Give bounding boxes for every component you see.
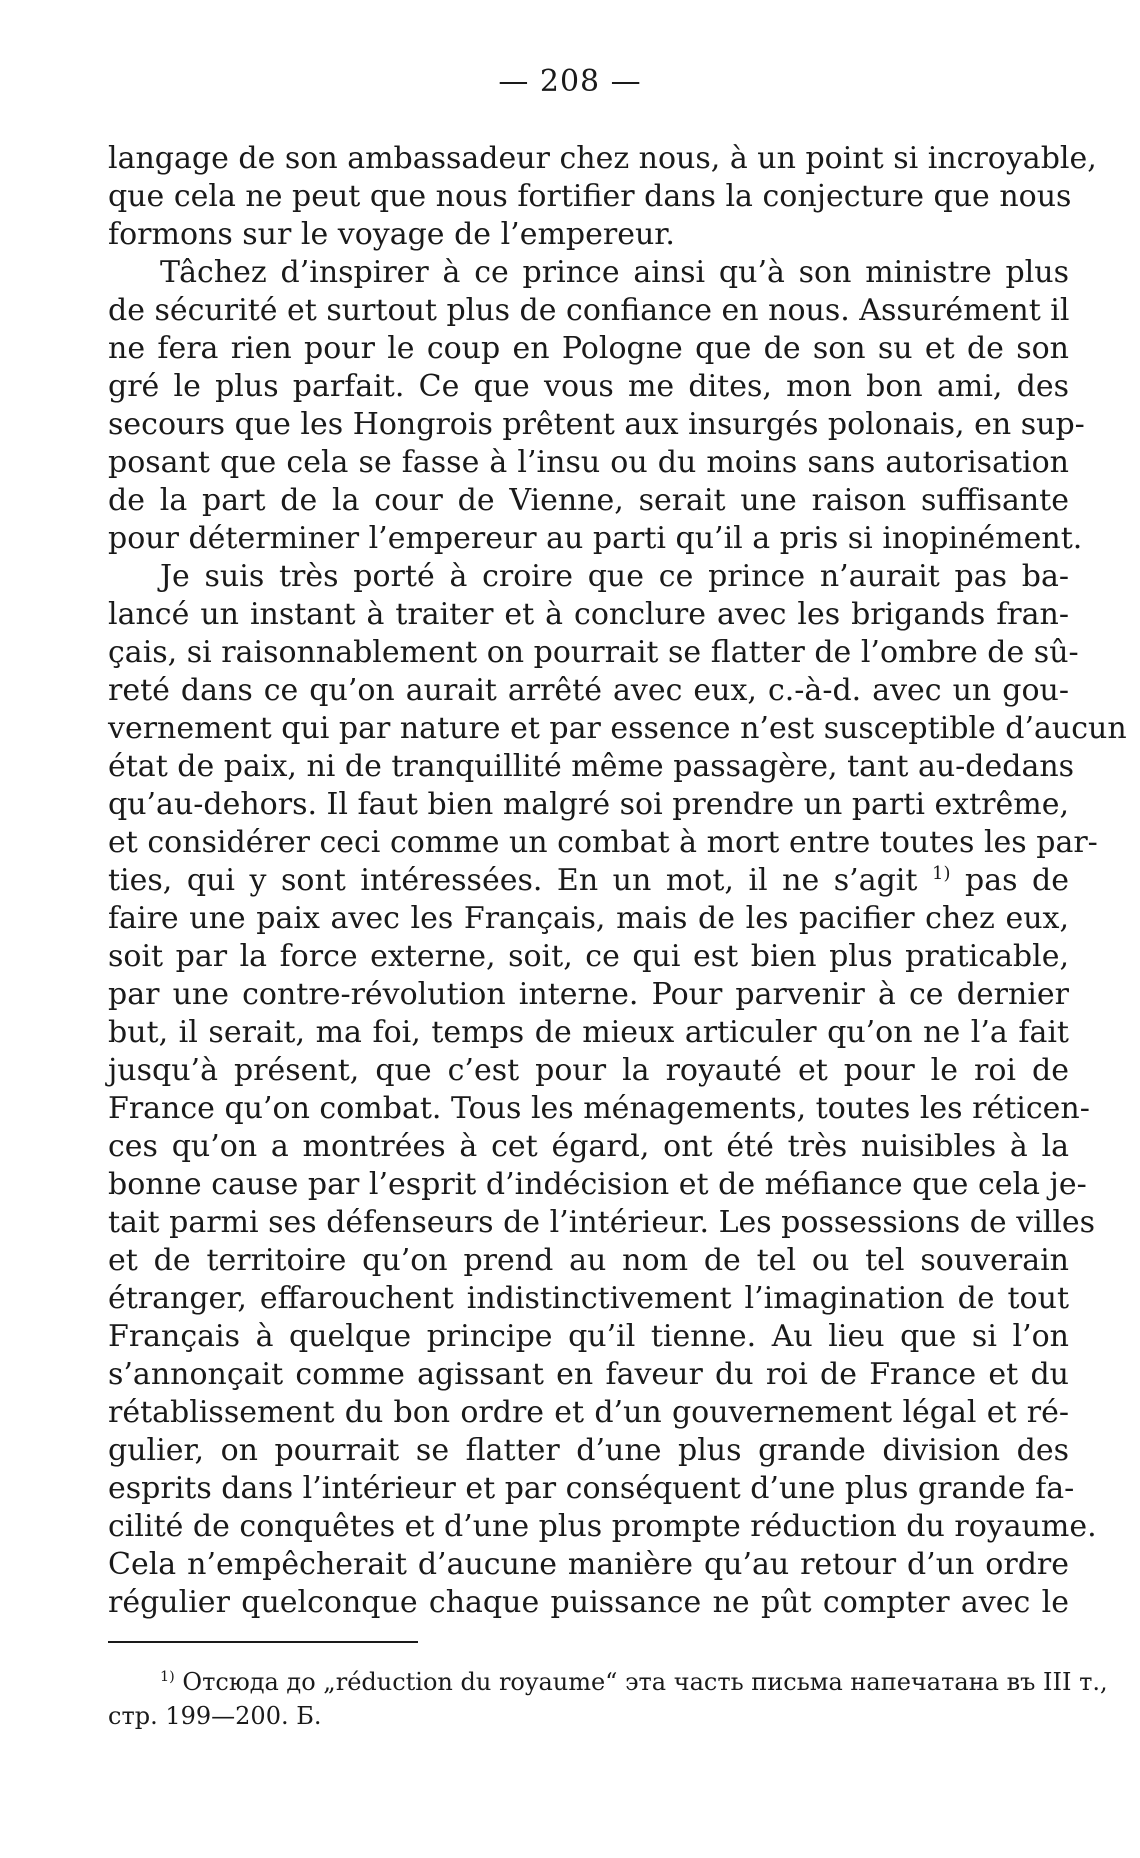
text-line: lancé un instant à traiter et à conclure avec les brigands fran- [108,597,1069,632]
text-line: et de territoire qu’on prend au nom de tel ou tel souverain [108,1243,1069,1278]
text-line: bonne cause par l’esprit d’indécision et de méfiance que cela je- [108,1167,1087,1202]
text-line: gré le plus parfait. Ce que vous me dites, mon bon ami, des [108,369,1069,404]
text-line: cilité de conquêtes et d’une plus prompte réduction du royaume. [108,1509,1097,1544]
text-line: de sécurité et surtout plus de confiance en nous. Assurément il [108,293,1070,328]
text-segment: pas de [965,863,1069,898]
text-line: étranger, effarouchent indistinctivement l’imagination de tout [108,1281,1069,1316]
text-line: régulier quelconque chaque puissance ne pût compter avec le [108,1585,1069,1620]
text-line: tait parmi ses défenseurs de l’intérieur. Les possessions de villes [108,1205,1096,1240]
footnote-line [108,1665,1108,1699]
footnote-text: Отсюда до „réduction du royaume“ эта часть письма напечатана въ III т., [182,1668,1108,1696]
text-line: qu’au-dehors. Il faut bien malgré soi prendre un parti extrême, [108,787,1070,822]
text-line: faire une paix avec les Français, mais de les pacifier chez eux, [108,901,1069,936]
footnote-marker: 1) [160,1669,175,1685]
text-segment: ties, qui y sont intéressées. En un mot, il ne s’agit [108,863,918,898]
footnote-reference: 1) [932,863,951,884]
footnote-line: стр. 199—200. Б. [108,1702,322,1730]
text-line: reté dans ce qu’on aurait arrêté avec eux, c.-à-d. avec un gou- [108,673,1069,708]
text-line: formons sur le voyage de l’empereur. [108,217,675,252]
footnote [108,1665,1108,1733]
text-line: langage de son ambassadeur chez nous, à un point si incroyable, [108,141,1097,176]
text-line: jusqu’à présent, que c’est pour la royauté et pour le roi de [108,1053,1069,1088]
text-line: que cela ne peut que nous fortifier dans la conjecture que nous [108,179,1072,214]
text-line: Je suis très porté à croire que ce prince n’aurait pas ba- [160,559,1069,594]
text-line: but, il serait, ma foi, temps de mieux articuler qu’on ne l’a fait [108,1015,1069,1050]
text-line: Cela n’empêcherait d’aucune manière qu’au retour d’un ordre [108,1547,1069,1582]
text-line: France qu’on combat. Tous les ménagements, toutes les réticen- [108,1091,1090,1126]
text-line: et considérer ceci comme un combat à mort entre toutes les par- [108,825,1098,860]
text-line: s’annonçait comme agissant en faveur du roi de France et du [108,1357,1069,1392]
text-line: pour déterminer l’empereur au parti qu’il a pris si inopinément. [108,521,1083,556]
text-line: secours que les Hongrois prêtent aux insurgés polonais, en sup- [108,407,1085,442]
text-line: rétablissement du bon ordre et d’un gouvernement légal et ré- [108,1395,1069,1430]
text-line: par une contre-révolution interne. Pour parvenir à ce dernier [108,977,1069,1012]
text-line: ne fera rien pour le coup en Pologne que de son su et de son [108,331,1069,366]
page-number: — 208 — [498,64,642,99]
text-line: Français à quelque principe qu’il tienne. Au lieu que si l’on [108,1319,1069,1354]
body-text [108,140,1127,1622]
text-line: esprits dans l’intérieur et par conséquent d’une plus grande fa- [108,1471,1075,1506]
text-line: de la part de la cour de Vienne, serait une raison suffisante [108,483,1069,518]
text-line: gulier, on pourrait se flatter d’une plus grande division des [108,1433,1069,1468]
text-line: état de paix, ni de tranquillité même passagère, tant au-dedans [108,749,1075,784]
footnote-divider [108,1641,418,1643]
text-line: Tâchez d’inspirer à ce prince ainsi qu’à son ministre plus [160,255,1069,290]
text-line: soit par la force externe, soit, ce qui est bien plus praticable, [108,939,1069,974]
text-line-with-footnote [108,862,1069,900]
text-line: ces qu’on a montrées à cet égard, ont été très nuisibles à la [108,1129,1069,1164]
text-line: çais, si raisonnablement on pourrait se flatter de l’ombre de sû- [108,635,1079,670]
text-line: vernement qui par nature et par essence n’est susceptible d’aucun [108,711,1127,746]
text-line: posant que cela se fasse à l’insu ou du moins sans autorisation [108,445,1069,480]
